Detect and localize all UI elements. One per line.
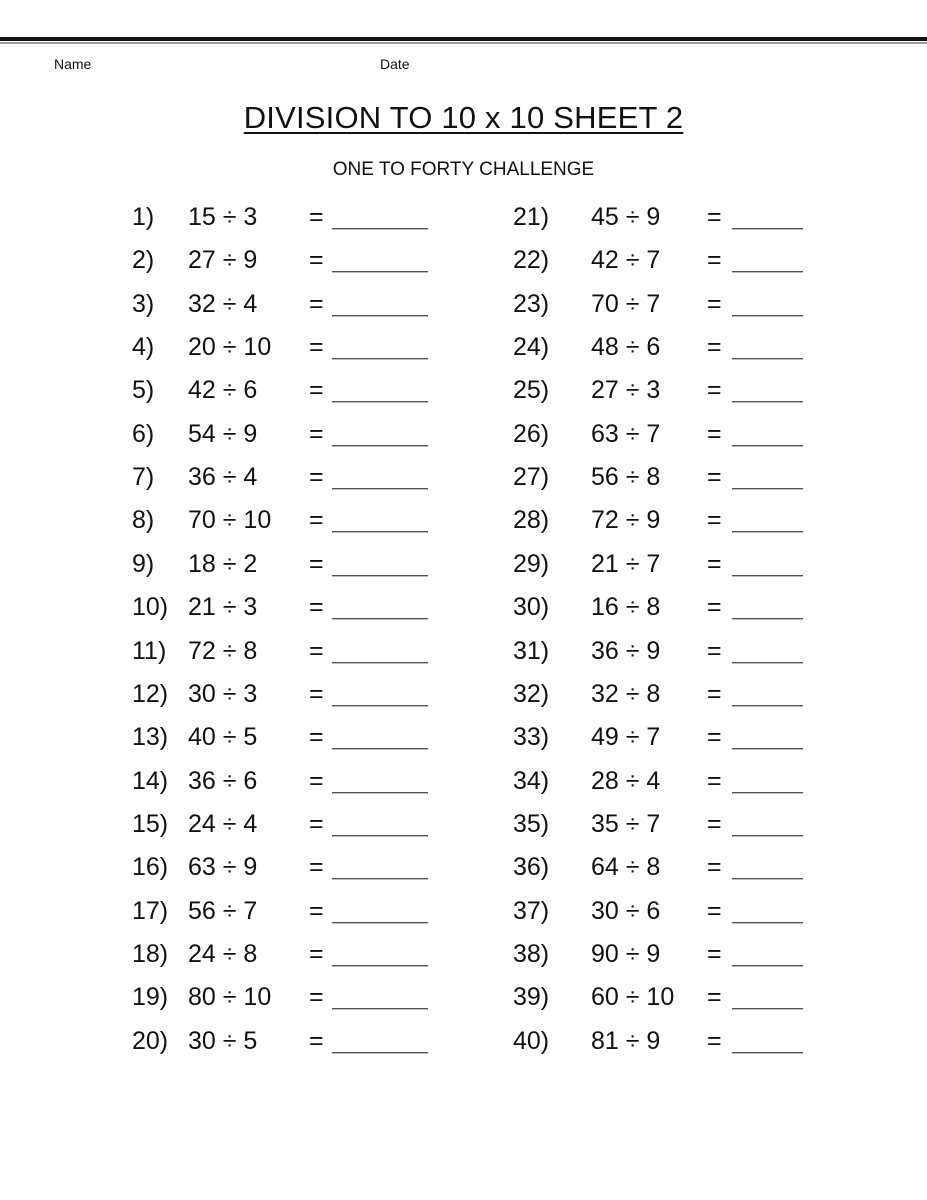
- problem-expression: 24 ÷ 8: [188, 939, 258, 968]
- problem-number: 18): [132, 939, 169, 968]
- problem-row: [513, 679, 813, 709]
- answer-blank-line[interactable]: [732, 1052, 803, 1053]
- problem-number: 29): [513, 549, 550, 578]
- problem-row: [132, 375, 432, 405]
- problem-expression: 27 ÷ 3: [591, 376, 661, 405]
- problem-row: [513, 462, 813, 492]
- problem-expression: 42 ÷ 6: [188, 376, 258, 405]
- problem-number: 19): [132, 983, 169, 1012]
- problem-expression: 81 ÷ 9: [591, 1026, 661, 1055]
- answer-blank-line[interactable]: [332, 358, 428, 359]
- equals-sign: =: [309, 766, 324, 795]
- equals-sign: =: [707, 983, 722, 1012]
- problem-row: [132, 332, 432, 362]
- problem-expression: 30 ÷ 3: [188, 679, 258, 708]
- problem-expression: 63 ÷ 9: [188, 853, 258, 882]
- problem-row: [132, 766, 432, 796]
- problem-expression: 27 ÷ 9: [188, 246, 258, 275]
- answer-blank-line[interactable]: [732, 618, 803, 619]
- equals-sign: =: [707, 549, 722, 578]
- answer-blank-line[interactable]: [732, 271, 803, 272]
- equals-sign: =: [707, 636, 722, 665]
- problem-row: [132, 939, 432, 969]
- problem-number: 27): [513, 463, 550, 492]
- problem-expression: 36 ÷ 6: [188, 766, 258, 795]
- problem-row: [132, 462, 432, 492]
- answer-blank-line[interactable]: [732, 922, 803, 923]
- problem-number: 5): [132, 376, 155, 405]
- problem-row: [513, 982, 813, 1012]
- problem-number: 13): [132, 723, 169, 752]
- problem-expression: 21 ÷ 7: [591, 549, 661, 578]
- problem-number: 10): [132, 593, 169, 622]
- equals-sign: =: [707, 1026, 722, 1055]
- problem-number: 2): [132, 246, 155, 275]
- problem-row: [132, 505, 432, 535]
- equals-sign: =: [309, 419, 324, 448]
- problem-number: 9): [132, 549, 155, 578]
- problem-number: 24): [513, 333, 550, 362]
- answer-blank-line[interactable]: [732, 358, 803, 359]
- problem-row: [513, 636, 813, 666]
- answer-blank-line[interactable]: [332, 618, 428, 619]
- problem-row: [132, 636, 432, 666]
- problem-row: [513, 766, 813, 796]
- equals-sign: =: [707, 853, 722, 882]
- answer-blank-line[interactable]: [732, 965, 803, 966]
- problem-expression: 56 ÷ 7: [188, 896, 258, 925]
- problem-number: 30): [513, 593, 550, 622]
- equals-sign: =: [309, 463, 324, 492]
- problem-number: 40): [513, 1026, 550, 1055]
- problem-number: 20): [132, 1026, 169, 1055]
- problem-expression: 60 ÷ 10: [591, 983, 675, 1012]
- equals-sign: =: [309, 853, 324, 882]
- answer-blank-line[interactable]: [732, 401, 803, 402]
- answer-blank-line[interactable]: [732, 315, 803, 316]
- problem-number: 3): [132, 289, 155, 318]
- answer-blank-line[interactable]: [332, 922, 428, 923]
- equals-sign: =: [707, 939, 722, 968]
- problem-row: [132, 896, 432, 926]
- problem-number: 23): [513, 289, 550, 318]
- answer-blank-line[interactable]: [332, 271, 428, 272]
- equals-sign: =: [309, 593, 324, 622]
- answer-blank-line[interactable]: [732, 1008, 803, 1009]
- problem-row: [132, 982, 432, 1012]
- problem-number: 34): [513, 766, 550, 795]
- problem-number: 32): [513, 679, 550, 708]
- problem-row: [132, 549, 432, 579]
- problem-number: 1): [132, 203, 155, 231]
- answer-blank-line[interactable]: [332, 401, 428, 402]
- problem-expression: 42 ÷ 7: [591, 246, 661, 275]
- problem-number: 26): [513, 419, 550, 448]
- problem-number: 4): [132, 333, 155, 362]
- problem-expression: 16 ÷ 8: [591, 593, 661, 622]
- problem-row: [513, 1026, 813, 1056]
- problem-number: 22): [513, 246, 550, 275]
- problem-expression: 24 ÷ 4: [188, 809, 258, 838]
- worksheet-subtitle: ONE TO FORTY CHALLENGE: [332, 159, 595, 180]
- problem-expression: 28 ÷ 4: [591, 766, 661, 795]
- problem-row: [513, 549, 813, 579]
- problem-row: [132, 1026, 432, 1056]
- equals-sign: =: [309, 376, 324, 405]
- problem-expression: 32 ÷ 8: [591, 679, 661, 708]
- answer-blank-line[interactable]: [332, 965, 428, 966]
- equals-sign: =: [309, 506, 324, 535]
- answer-blank-line[interactable]: [332, 878, 428, 879]
- equals-sign: =: [707, 419, 722, 448]
- answer-blank-line[interactable]: [332, 662, 428, 663]
- equals-sign: =: [707, 506, 722, 535]
- problem-row: [132, 679, 432, 709]
- equals-sign: =: [309, 549, 324, 578]
- answer-blank-line[interactable]: [332, 228, 428, 229]
- problem-expression: 72 ÷ 9: [591, 506, 661, 535]
- equals-sign: =: [309, 723, 324, 752]
- answer-blank-line[interactable]: [332, 488, 428, 489]
- problem-row: [132, 289, 432, 319]
- problem-row: [132, 592, 432, 622]
- problem-number: 21): [513, 203, 550, 231]
- answer-blank-line[interactable]: [732, 228, 803, 229]
- equals-sign: =: [707, 593, 722, 622]
- answer-blank-line[interactable]: [332, 792, 428, 793]
- problem-expression: 48 ÷ 6: [591, 333, 661, 362]
- problem-row: [513, 592, 813, 622]
- problem-row: [132, 722, 432, 752]
- problem-number: 7): [132, 463, 155, 492]
- problem-row: [513, 375, 813, 405]
- answer-blank-line[interactable]: [332, 531, 428, 532]
- problem-number: 33): [513, 723, 550, 752]
- problem-expression: 49 ÷ 7: [591, 723, 661, 752]
- answer-blank-line[interactable]: [332, 835, 428, 836]
- problem-row: [132, 245, 432, 275]
- problem-expression: 70 ÷ 10: [188, 506, 272, 535]
- answer-blank-line[interactable]: [732, 531, 803, 532]
- equals-sign: =: [309, 983, 324, 1012]
- problem-expression: 18 ÷ 2: [188, 549, 258, 578]
- problem-number: 36): [513, 853, 550, 882]
- answer-blank-line[interactable]: [332, 705, 428, 706]
- problem-number: 8): [132, 506, 155, 535]
- problem-row: [132, 852, 432, 882]
- problem-row: [513, 722, 813, 752]
- equals-sign: =: [707, 203, 722, 231]
- equals-sign: =: [707, 766, 722, 795]
- answer-blank-line[interactable]: [732, 748, 803, 749]
- name-label: Name: [54, 56, 92, 72]
- problem-expression: 64 ÷ 8: [591, 853, 661, 882]
- problem-row: [132, 419, 432, 449]
- problem-row: [513, 332, 813, 362]
- problem-number: 11): [132, 636, 167, 665]
- answer-blank-line[interactable]: [732, 575, 803, 576]
- problem-expression: 36 ÷ 9: [591, 636, 661, 665]
- equals-sign: =: [309, 289, 324, 318]
- answer-blank-line[interactable]: [732, 792, 803, 793]
- problem-number: 14): [132, 766, 169, 795]
- problem-expression: 90 ÷ 9: [591, 939, 661, 968]
- problem-row: [513, 245, 813, 275]
- problem-expression: 40 ÷ 5: [188, 723, 258, 752]
- equals-sign: =: [309, 246, 324, 275]
- problem-number: 38): [513, 939, 550, 968]
- problem-expression: 70 ÷ 7: [591, 289, 661, 318]
- problem-expression: 32 ÷ 4: [188, 289, 258, 318]
- problem-expression: 63 ÷ 7: [591, 419, 661, 448]
- problem-row: [132, 809, 432, 839]
- answer-blank-line[interactable]: [332, 748, 428, 749]
- problem-number: 39): [513, 983, 550, 1012]
- answer-blank-line[interactable]: [732, 878, 803, 879]
- problem-expression: 80 ÷ 10: [188, 983, 272, 1012]
- problem-expression: 15 ÷ 3: [188, 203, 258, 231]
- answer-blank-line[interactable]: [732, 445, 803, 446]
- equals-sign: =: [707, 896, 722, 925]
- equals-sign: =: [309, 636, 324, 665]
- answer-blank-line[interactable]: [332, 445, 428, 446]
- problem-number: 17): [132, 896, 169, 925]
- problem-row: [513, 419, 813, 449]
- problem-number: 16): [132, 853, 169, 882]
- problem-number: 35): [513, 809, 550, 838]
- problem-expression: 45 ÷ 9: [591, 203, 661, 231]
- equals-sign: =: [707, 679, 722, 708]
- equals-sign: =: [309, 679, 324, 708]
- problem-number: 6): [132, 419, 155, 448]
- problem-expression: 72 ÷ 8: [188, 636, 258, 665]
- answer-blank-line[interactable]: [332, 1008, 428, 1009]
- equals-sign: =: [707, 289, 722, 318]
- problem-row: [513, 809, 813, 839]
- equals-sign: =: [309, 809, 324, 838]
- equals-sign: =: [707, 809, 722, 838]
- problem-row: [513, 939, 813, 969]
- equals-sign: =: [309, 333, 324, 362]
- date-label: Date: [380, 56, 410, 72]
- problem-number: 37): [513, 896, 550, 925]
- problem-number: 25): [513, 376, 550, 405]
- answer-blank-line[interactable]: [332, 575, 428, 576]
- equals-sign: =: [309, 896, 324, 925]
- problem-number: 12): [132, 679, 169, 708]
- answer-blank-line[interactable]: [732, 662, 803, 663]
- problem-row: [513, 852, 813, 882]
- problem-expression: 56 ÷ 8: [591, 463, 661, 492]
- answer-blank-line[interactable]: [332, 1052, 428, 1053]
- problem-expression: 21 ÷ 3: [188, 593, 258, 622]
- equals-sign: =: [707, 376, 722, 405]
- equals-sign: =: [309, 939, 324, 968]
- problem-expression: 20 ÷ 10: [188, 333, 272, 362]
- problem-expression: 36 ÷ 4: [188, 463, 258, 492]
- equals-sign: =: [707, 723, 722, 752]
- problem-row: [513, 896, 813, 926]
- equals-sign: =: [309, 1026, 324, 1055]
- problem-row: [513, 289, 813, 319]
- answer-blank-line[interactable]: [332, 315, 428, 316]
- answer-blank-line[interactable]: [732, 488, 803, 489]
- problem-row: [132, 202, 432, 232]
- equals-sign: =: [707, 463, 722, 492]
- problem-number: 28): [513, 506, 550, 535]
- answer-blank-line[interactable]: [732, 835, 803, 836]
- equals-sign: =: [707, 246, 722, 275]
- problem-row: [513, 505, 813, 535]
- problem-expression: 30 ÷ 6: [591, 896, 661, 925]
- equals-sign: =: [707, 333, 722, 362]
- worksheet-title-text: DIVISION TO 10 x 10 SHEET 2: [243, 100, 684, 135]
- problem-row: [513, 202, 813, 232]
- problem-number: 15): [132, 809, 169, 838]
- problem-expression: 54 ÷ 9: [188, 419, 258, 448]
- problem-expression: 35 ÷ 7: [591, 809, 661, 838]
- equals-sign: =: [309, 203, 324, 231]
- problem-expression: 30 ÷ 5: [188, 1026, 258, 1055]
- answer-blank-line[interactable]: [732, 705, 803, 706]
- problem-number: 31): [513, 636, 550, 665]
